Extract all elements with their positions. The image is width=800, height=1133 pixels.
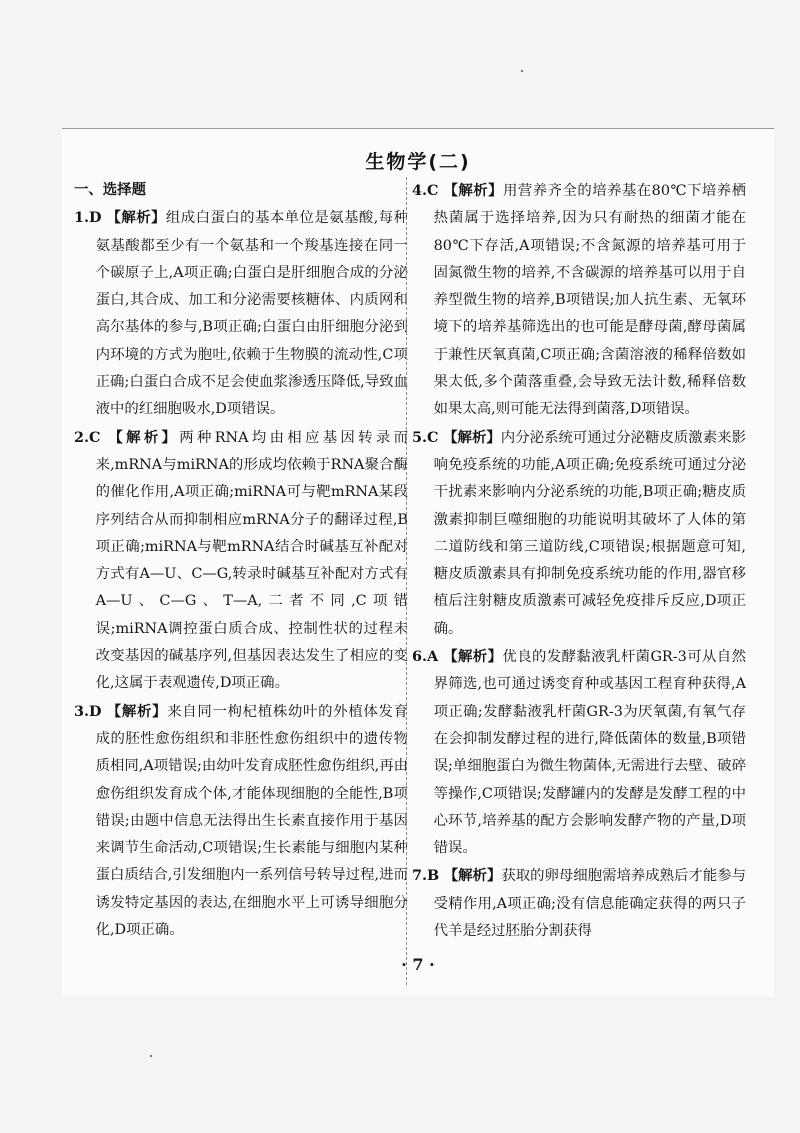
section-title: 一、选择题	[74, 182, 146, 198]
answer-text: 内分泌系统可通过分泌糖皮质激素来影响免疫系统的功能,A项正确;免疫系统可通过分泌干扰素来影响内分泌系统的功能,B项正确;糖皮质激素抑制巨噬细胞的功能说明其破坏了人体的第二道防线和第三道防线,C项错误;根据题意可知,糖皮质激素具有抑制免疫系统功能的作用,器官移植后注射糖皮质激素可减轻免疫排斥反应,D项正确。	[433, 429, 746, 637]
answer-number: 6.A	[412, 648, 439, 666]
analysis-tag: 【解析】	[443, 868, 502, 885]
answer-text: 用营养齐全的培养基在80℃下培养栖热菌属于选择培养,因为只有耐热的细菌才能在80℃下存活,A项错误;不含氮源的培养基可用于固氮微生物的培养,不含碳源的培养基可以用于自养型微生物的培养,B项错误;加人抗生素、无氧环境下的培养基筛选出的也可能是酵母菌,酵母菌属于兼性厌氧真菌,C项正确;含菌溶液的稀释倍数如果太低,多个菌落重叠,会导致无法计数,稀释倍数如果太高,则可能无法得到菌落,D项错误。	[433, 183, 746, 418]
page-title: 生物学(二)	[365, 151, 471, 173]
answer-text: 获取的卵母细胞需培养成熟后才能参与受精作用,A项正确;没有信息能确定获得的两只子代羊是经过胚胎分割获得	[433, 868, 746, 940]
answer-item-5	[412, 424, 746, 643]
answer-number: 1.D	[74, 209, 102, 227]
analysis-tag: 【解析】	[106, 703, 168, 720]
answer-number: 4.C	[412, 182, 439, 199]
answer-item-7	[412, 862, 746, 945]
left-column	[74, 177, 408, 944]
answer-text: 来自同一枸杞植株幼叶的外植体发育成的胚性愈伤组织和非胚性愈伤组织中的遗传物质相同,A项错误;由幼叶发育成胚性愈伤组织,再由愈伤组织发育成个体,才能体现细胞的全能性,B项错误;由题中信息无法得出生长素直接作用于基因来调节生命活动,C项错误;生长素能与细胞内某种蛋白质结合,引发细胞内一系列信号转导过程,进而诱发特定基因的表达,在细胞水平上可诱导细胞分化,D项正确。	[95, 703, 408, 939]
page-number: · 7 ·	[401, 955, 435, 974]
scan-speck	[521, 70, 523, 72]
answer-item-4	[412, 177, 746, 424]
answer-sheet	[62, 128, 774, 997]
column-divider	[406, 177, 407, 985]
analysis-tag: 【解析】	[443, 183, 504, 199]
analysis-tag: 【解析】	[106, 210, 166, 227]
analysis-tag: 【解析】	[443, 429, 501, 446]
analysis-tag: 【解析】	[108, 429, 180, 446]
answer-text: 两种RNA均由相应基因转录而来,mRNA与miRNA的形成均依赖于RNA聚合酶的催化作用,A项正确;miRNA可与靶mRNA某段序列结合从而抑制相应mRNA分子的翻译过程,B项正确;miRNA与靶mRNA结合时碱基互补配对方式有A—U、C—G,转录时碱基互补配对方式有A—U、C—G、T—A,二者不同,C项错误;miRNA调控蛋白质合成、控制性状的过程未改变基因的碱基序列,但基因表达发生了相应的变化,这属于表观遗传,D项正确。	[95, 429, 408, 692]
scan-speck	[150, 1055, 152, 1057]
right-column	[412, 177, 746, 945]
answer-number: 7.B	[412, 867, 440, 885]
answer-item-2	[74, 424, 408, 698]
answer-text: 优良的发酵黏液乳杆菌GR-3可从自然界筛选,也可通过诱变育种或基因工程育种获得,A项正确;发酵黏液乳杆菌GR-3为厌氧菌,有氧气存在会抑制发酵过程的进行,降低菌体的数量,B项错误;单细胞蛋白为微生物菌体,无需进行去壁、破碎等操作,C项错误;发酵罐内的发酵是发酵工程的中心环节,培养基的配方会影响发酵产物的产量,D项错误。	[433, 649, 746, 857]
analysis-tag: 【解析】	[443, 649, 503, 666]
answer-number: 2.C	[74, 428, 101, 446]
answer-number: 3.D	[74, 702, 102, 720]
answer-item-6	[412, 643, 746, 862]
answer-item-1	[74, 204, 408, 423]
answer-item-3	[74, 698, 408, 945]
answer-number: 5.C	[412, 428, 439, 446]
answer-text: 组成白蛋白的基本单位是氨基酸,每种氨基酸都至少有一个氨基和一个羧基连接在同一个碳原子上,A项正确;白蛋白是肝细胞合成的分泌蛋白,其合成、加工和分泌需要核糖体、内质网和高尔基体的参与,B项正确;白蛋白由肝细胞分泌到内环境的方式为胞吐,依赖于生物膜的流动性,C项正确;白蛋白合成不足会使血浆渗透压降低,导致血液中的红细胞吸水,D项错误。	[95, 210, 408, 418]
